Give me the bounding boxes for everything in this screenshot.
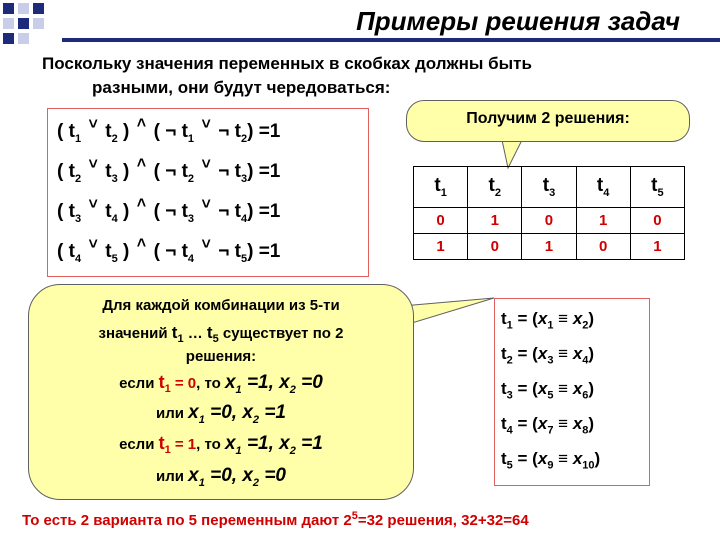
table-cell: 1 bbox=[576, 208, 630, 234]
solutions-table bbox=[413, 166, 685, 260]
callout-big-tail bbox=[400, 296, 500, 336]
title-underline bbox=[62, 38, 720, 42]
table-cell: 0 bbox=[576, 234, 630, 260]
equations-box bbox=[47, 108, 369, 277]
table-cell: 0 bbox=[522, 208, 576, 234]
table-header-cell: $t_1$ bbox=[414, 167, 468, 208]
table-cell: 1 bbox=[468, 208, 522, 234]
callout-explanation bbox=[28, 284, 414, 500]
explanation-line-3: решения: bbox=[185, 348, 257, 365]
definition-line: $t_4 = (x_7 \equiv x_8)$ bbox=[501, 414, 595, 437]
case-2-alt: или $x_1 =0$, $x_2 =0$ bbox=[156, 465, 286, 489]
corner-decoration bbox=[0, 0, 60, 50]
equation-line: ( $t_1$ ˅ $t_2$ ) ˄ ( ¬ $t_1$ ˅ ¬ $t_2) =1$ bbox=[57, 115, 281, 145]
callout-two-solutions: Получим 2 решения: bbox=[406, 100, 690, 142]
equation-line: ( $t_3$ ˅ $t_4$ ) ˄ ( ¬ $t_3$ ˅ ¬ $t_4) =1$ bbox=[57, 195, 281, 225]
equation-line: ( $t_2$ ˅ $t_3$ ) ˄ ( ¬ $t_2$ ˅ ¬ $t_3) =1$ bbox=[57, 155, 281, 185]
table-cell: 0 bbox=[630, 208, 684, 234]
table-header-cell: $t_2$ bbox=[468, 167, 522, 208]
definition-line: $t_5 = (x_9 \equiv x_{10})$ bbox=[501, 449, 601, 472]
intro-line-2: разными, они будут чередоваться: bbox=[92, 78, 391, 97]
slide-title: Примеры решения задач bbox=[356, 6, 680, 36]
table-header-cell: $t_5$ bbox=[630, 167, 684, 208]
table-cell: 1 bbox=[522, 234, 576, 260]
table-header-cell: $t_3$ bbox=[522, 167, 576, 208]
definition-line: $t_2 = (x_3 \equiv x_4)$ bbox=[501, 344, 595, 367]
intro-line-1: Поскольку значения переменных в скобках должны быть bbox=[42, 54, 532, 73]
footer-conclusion: То есть 2 варианта по 5 переменным дают $2^5=32$ решения, 32+32=64 bbox=[22, 510, 529, 529]
definition-line: $t_3 = (x_5 \equiv x_6)$ bbox=[501, 379, 595, 402]
equation-line: ( $t_4$ ˅ $t_5$ ) ˄ ( ¬ $t_4$ ˅ ¬ $t_5) =1$ bbox=[57, 235, 281, 265]
definition-line: $t_1 = (x_1 \equiv x_2)$ bbox=[501, 309, 595, 332]
case-1: если $t_1 = 0$, то $x_1 =1$, $x_2 =0$ bbox=[119, 372, 323, 396]
definitions-box bbox=[494, 298, 650, 486]
table-cell: 0 bbox=[468, 234, 522, 260]
explanation-line-1: Для каждой комбинации из 5-ти bbox=[102, 297, 340, 314]
case-1-alt: или $x_1 =0$, $x_2 =1$ bbox=[156, 402, 286, 426]
intro-text bbox=[42, 52, 682, 100]
table-cell: 0 bbox=[414, 208, 468, 234]
table-cell: 1 bbox=[630, 234, 684, 260]
case-2: если $t_1 = 1$, то $x_1 =1$, $x_2 =1$ bbox=[119, 433, 323, 457]
table-header-cell: $t_4$ bbox=[576, 167, 630, 208]
table-cell: 1 bbox=[414, 234, 468, 260]
explanation-line-2: значений $t_1$ … $t_5$ существует по 2 bbox=[98, 323, 344, 345]
